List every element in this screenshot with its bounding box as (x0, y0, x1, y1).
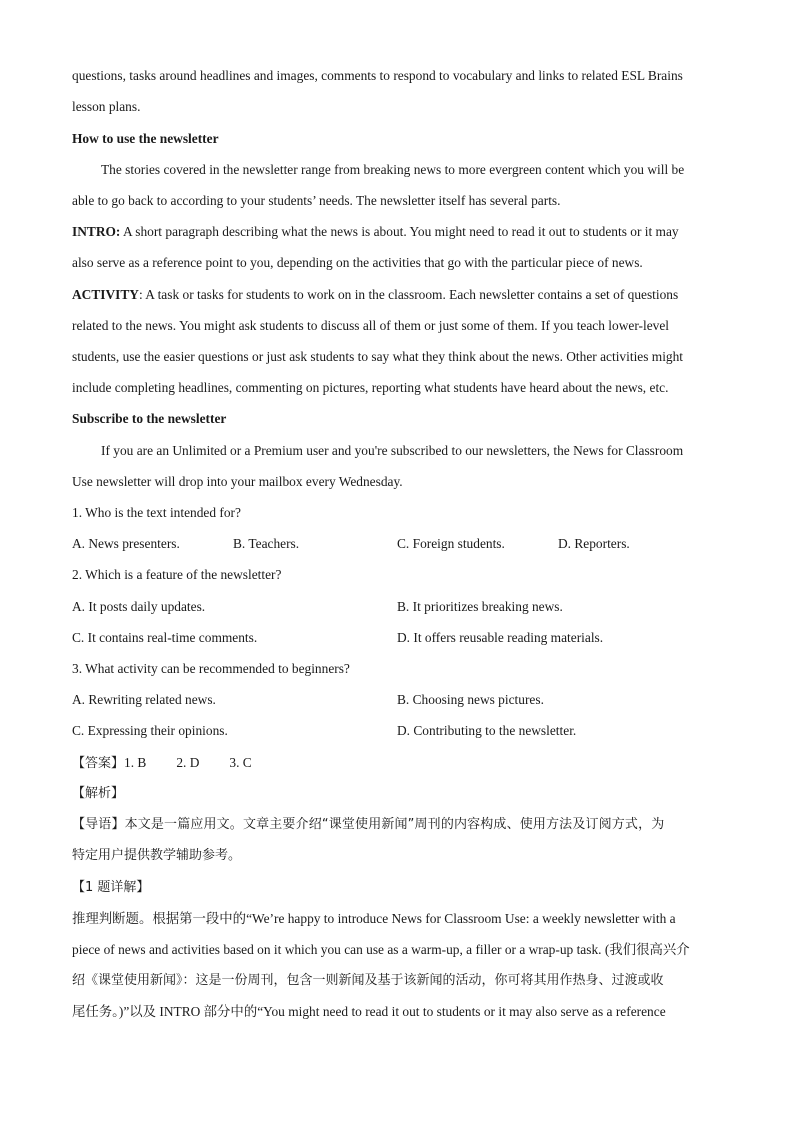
how-to-use-p1-line-2: able to go back to according to your students’ needs. The newsletter itself has several parts. (72, 193, 561, 208)
question-3-option-b: B. Choosing news pictures. (397, 692, 544, 707)
q1-detail-line-1: 推理判断题。根据第一段中的“We’re happy to introduce News for Classroom Use: a weekly newsletter with a (72, 911, 676, 926)
q1-detail-line-3: 绍《课堂使用新闻》：这是一份周刊，包含一则新闻及基于该新闻的活动，你可将其用作热身、过渡或收 (72, 973, 664, 988)
how-to-use-p1-line-1: The stories covered in the newsletter range from breaking news to more evergreen content which you will be (101, 162, 685, 177)
question-2-stem: 2. Which is a feature of the newsletter? (72, 567, 282, 582)
activity-paragraph-line-2: related to the news. You might ask students to discuss all of them or just some of them. If you teach lower-level (72, 318, 669, 333)
question-3-stem: 3. What activity can be recommended to beginners? (72, 661, 350, 676)
intro-text: A short paragraph describing what the news is about. You might need to read it out to students or it may (120, 224, 679, 239)
activity-paragraph-line-1 (72, 287, 678, 303)
question-1-option-c: C. Foreign students. (397, 536, 505, 551)
activity-paragraph-line-4: include completing headlines, commenting on pictures, reporting what students have heard about the news, etc. (72, 380, 669, 395)
answers-label: 【答案】 (72, 756, 125, 771)
intro-paragraph-line-1 (72, 224, 679, 240)
answer-1: 1. B (124, 755, 147, 770)
question-1-option-b: B. Teachers. (233, 536, 300, 551)
intro-tail-line-2: lesson plans. (72, 99, 141, 114)
guide-label: 【导语】 (72, 817, 125, 832)
activity-text: : A task or tasks for students to work on in the classroom. Each newsletter contains a set of questions (138, 287, 679, 302)
guide-line-2: 特定用户提供教学辅助参考。 (72, 848, 242, 863)
answer-3: 3. C (229, 755, 252, 770)
activity-label: ACTIVITY (72, 287, 139, 302)
subscribe-line-2: Use newsletter will drop into your mailbox every Wednesday. (72, 474, 403, 489)
guide-line-1 (72, 817, 664, 833)
guide-text: 本文是一篇应用文。文章主要介绍“课堂使用新闻”周刊的内容构成、使用方法及订阅方式，为 (124, 817, 665, 832)
question-2-option-a: A. It posts daily updates. (72, 599, 206, 614)
q1-detail-line-2: piece of news and activities based on it which you can use as a warm-up, a filler or a wrap-up task. (我们很高兴介 (72, 942, 690, 957)
question-2-option-b: B. It prioritizes breaking news. (397, 599, 563, 614)
question-1-option-d: D. Reporters. (558, 536, 630, 551)
answers-line (72, 755, 252, 772)
question-1-option-a: A. News presenters. (72, 536, 180, 551)
how-to-use-heading: How to use the newsletter (72, 131, 219, 146)
subscribe-line-1: If you are an Unlimited or a Premium user and you're subscribed to our newsletters, the News for Classroom (101, 443, 684, 458)
analysis-label: 【解析】 (72, 786, 125, 801)
q1-detail-line-4: 尾任务。)”以及 INTRO 部分中的“You might need to read it out to students or it may also serve as a reference (72, 1004, 666, 1019)
question-3-option-d: D. Contributing to the newsletter. (397, 723, 577, 738)
question-3-option-a: A. Rewriting related news. (72, 692, 216, 707)
intro-paragraph-line-2: also serve as a reference point to you, depending on the activities that go with the particular piece of news. (72, 255, 643, 270)
answer-2: 2. D (176, 755, 200, 770)
intro-tail-line-1: questions, tasks around headlines and images, comments to respond to vocabulary and links to related ESL Brains (72, 68, 683, 83)
subscribe-heading: Subscribe to the newsletter (72, 411, 227, 426)
q1-detail-label: 【1 题详解】 (72, 880, 150, 895)
question-2-option-d: D. It offers reusable reading materials. (397, 630, 604, 645)
question-1-stem: 1. Who is the text intended for? (72, 505, 241, 520)
question-2-option-c: C. It contains real-time comments. (72, 630, 258, 645)
question-3-option-c: C. Expressing their opinions. (72, 723, 228, 738)
activity-paragraph-line-3: students, use the easier questions or just ask students to say what they think about the news. Other activities might (72, 349, 684, 364)
intro-label: INTRO: (72, 224, 121, 239)
